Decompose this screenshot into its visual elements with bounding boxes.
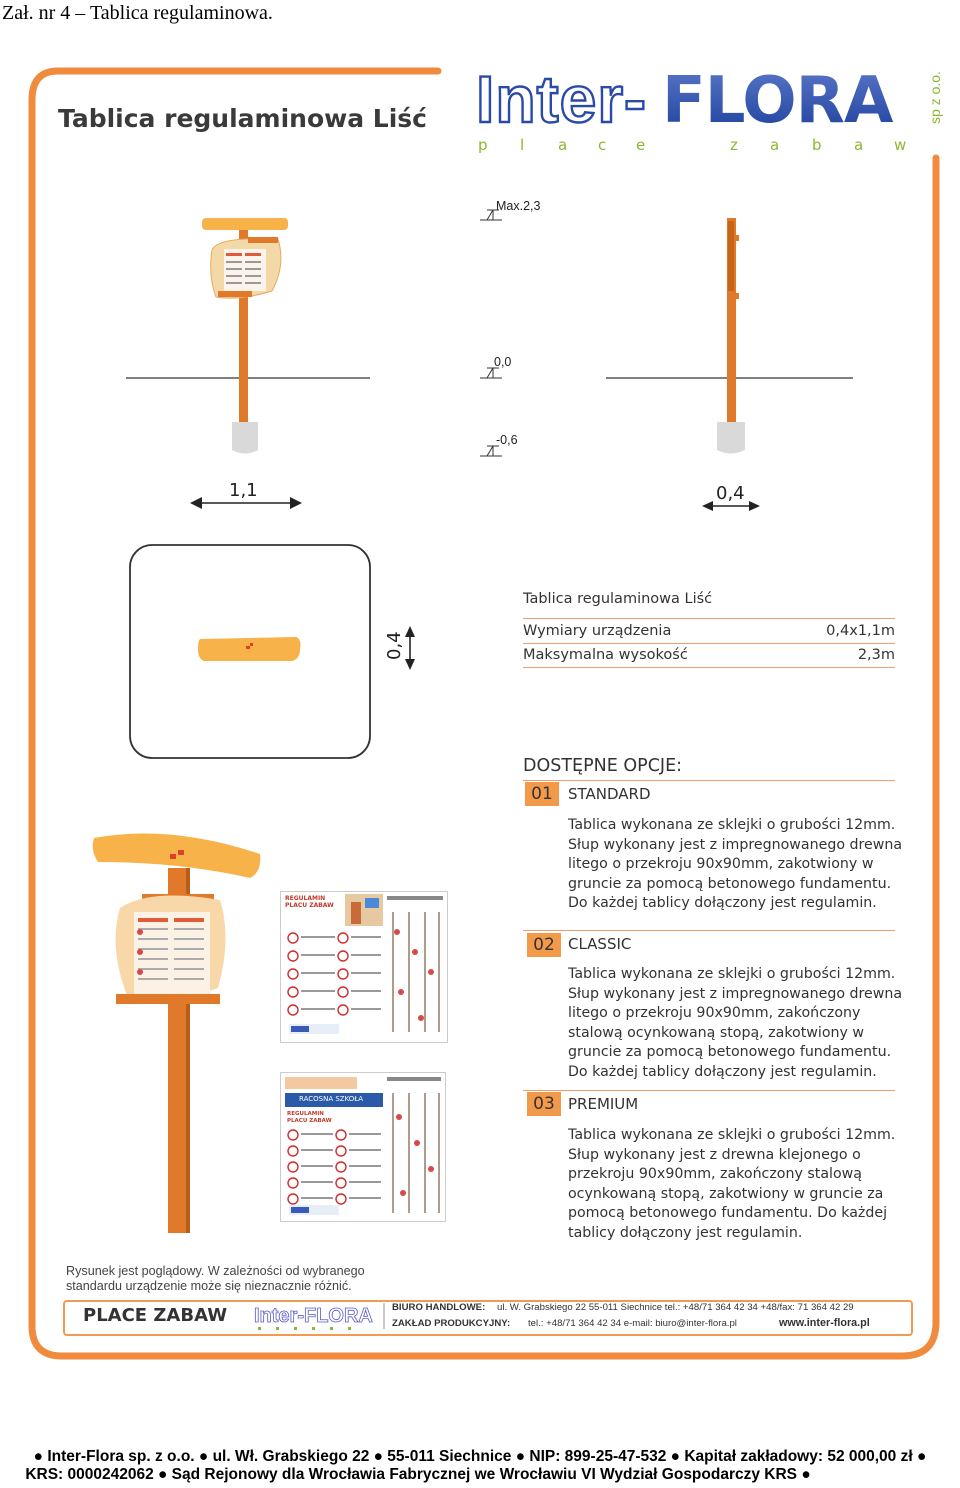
- footer-production-text: tel.: +48/71 364 42 34 e-mail: biuro@inter-flora.pl: [528, 1318, 737, 1329]
- logo-suffix: sp z o.o.: [927, 71, 943, 124]
- footer-production-label: ZAKŁAD PRODUKCYJNY:: [392, 1318, 511, 1329]
- footer-logo: [254, 1302, 378, 1332]
- footer-office-label: BIURO HANDLOWE:: [392, 1302, 486, 1313]
- front-elevation-drawing: [120, 205, 380, 465]
- option-name: PREMIUM: [568, 1095, 639, 1113]
- side-width-label: 0,4: [716, 483, 745, 504]
- regulation-poster-sample-2: [280, 1072, 446, 1222]
- option-description: Tablica wykonana ze sklejki o grubości 12mm. Słup wykonany jest z impregnowanego drewna litego o przekroju 90x90mm, zakończony stalową ocynkowaną stopą, zakotwiony w gruncie za pomocą betonowego fundamentu. Do każdej tablicy dołączony jest regulamin.: [568, 966, 903, 1080]
- spec-row: [523, 645, 895, 668]
- spec-key: Wymiary urządzenia: [523, 623, 672, 639]
- poster-graphics: [281, 892, 447, 1042]
- company-info-line-2: KRS: 0000242062 ● Sąd Rejonowy dla Wrocławia Fabrycznej we Wrocławiu VI Wydział Gospodarczy KRS ●: [25, 1466, 811, 1483]
- brand-logo: [474, 52, 944, 160]
- logo-tagline: p l a c e z a b a w: [478, 136, 907, 154]
- spec-value: 0,4x1,1m: [826, 623, 895, 639]
- document-title: Zał. nr 4 – Tablica regulaminowa.: [2, 2, 273, 24]
- option-description: Tablica wykonana ze sklejki o grubości 12mm. Słup wykonany jest z drewna klejonego o przekroju 90x90mm, zakończony stalową ocynkowaną stopą, zakotwiony w gruncie za pomocą betonowego fundamentu. Do każdej tablicy dołączony jest regulamin.: [568, 1127, 896, 1241]
- level-markers: [476, 198, 556, 468]
- option-name: CLASSIC: [568, 935, 632, 953]
- poster-school: RACOSNA SZKOŁA: [299, 1095, 364, 1103]
- option-divider: [523, 780, 895, 781]
- plan-view-drawing: [128, 543, 374, 763]
- footer-website: www.inter-flora.pl: [779, 1317, 870, 1329]
- level-top-label: Max.2,3: [496, 199, 541, 213]
- option-name: STANDARD: [568, 785, 651, 803]
- front-width-label: 1,1: [229, 480, 258, 501]
- company-info-line-1: ● Inter-Flora sp. z o.o. ● ul. Wł. Grabskiego 22 ● 55-011 Siechnice ● NIP: 899-25-47-532 ● Kapitał zakładowy: 52 000,00 zł ●: [33, 1448, 927, 1465]
- option-number: 01: [525, 782, 559, 806]
- option-number: 03: [527, 1092, 561, 1116]
- logo-graphic: [474, 52, 944, 160]
- footer-office-text: ul. W. Grabskiego 22 55-011 Siechnice tel.: +48/71 364 42 34 +48/fax: 71 364 42 29: [497, 1302, 854, 1313]
- logo-flora-text: FLORA: [662, 64, 893, 138]
- spec-value: 2,3m: [857, 647, 895, 663]
- logo-inter-text: Inter-: [476, 62, 647, 136]
- side-elevation-drawing: [600, 205, 860, 465]
- footer-place-label: PLACE ZABAW: [83, 1305, 228, 1326]
- footer-logo-text: Inter-FLORA: [254, 1305, 373, 1327]
- footer-separator: [383, 1303, 385, 1329]
- poster-title: REGULAMIN PLACU ZABAW: [285, 895, 334, 909]
- poster-title: REGULAMIN PLACU ZABAW: [287, 1111, 332, 1124]
- spec-divider: [523, 618, 895, 619]
- level-ground-label: 0,0: [494, 355, 512, 369]
- plan-depth-label: 0,4: [384, 631, 405, 660]
- sheet-title: Tablica regulaminowa Liść: [58, 104, 428, 133]
- spec-title: Tablica regulaminowa Liść: [523, 591, 713, 607]
- option-number: 02: [527, 933, 561, 957]
- regulation-poster-sample-1: [280, 891, 448, 1043]
- options-heading: DOSTĘPNE OPCJE:: [523, 756, 683, 776]
- disclaimer-note: Rysunek jest poglądowy. W zależności od wybranego standardu urządzenie może się nieznacznie różnić.: [66, 1264, 365, 1293]
- spec-key: Maksymalna wysokość: [523, 647, 688, 663]
- spec-row: [523, 621, 895, 644]
- level-depth-label: -0,6: [496, 433, 518, 447]
- option-divider: [523, 930, 895, 931]
- product-render: [90, 828, 270, 1238]
- option-description: Tablica wykonana ze sklejki o grubości 12mm. Słup wykonany jest z impregnowanego drewna litego o przekroju 90x90mm, zakotwiony w gruncie za pomocą betonowego fundamentu. Do każdej tablicy dołączony jest regulamin.: [568, 817, 903, 912]
- option-divider: [523, 1090, 895, 1091]
